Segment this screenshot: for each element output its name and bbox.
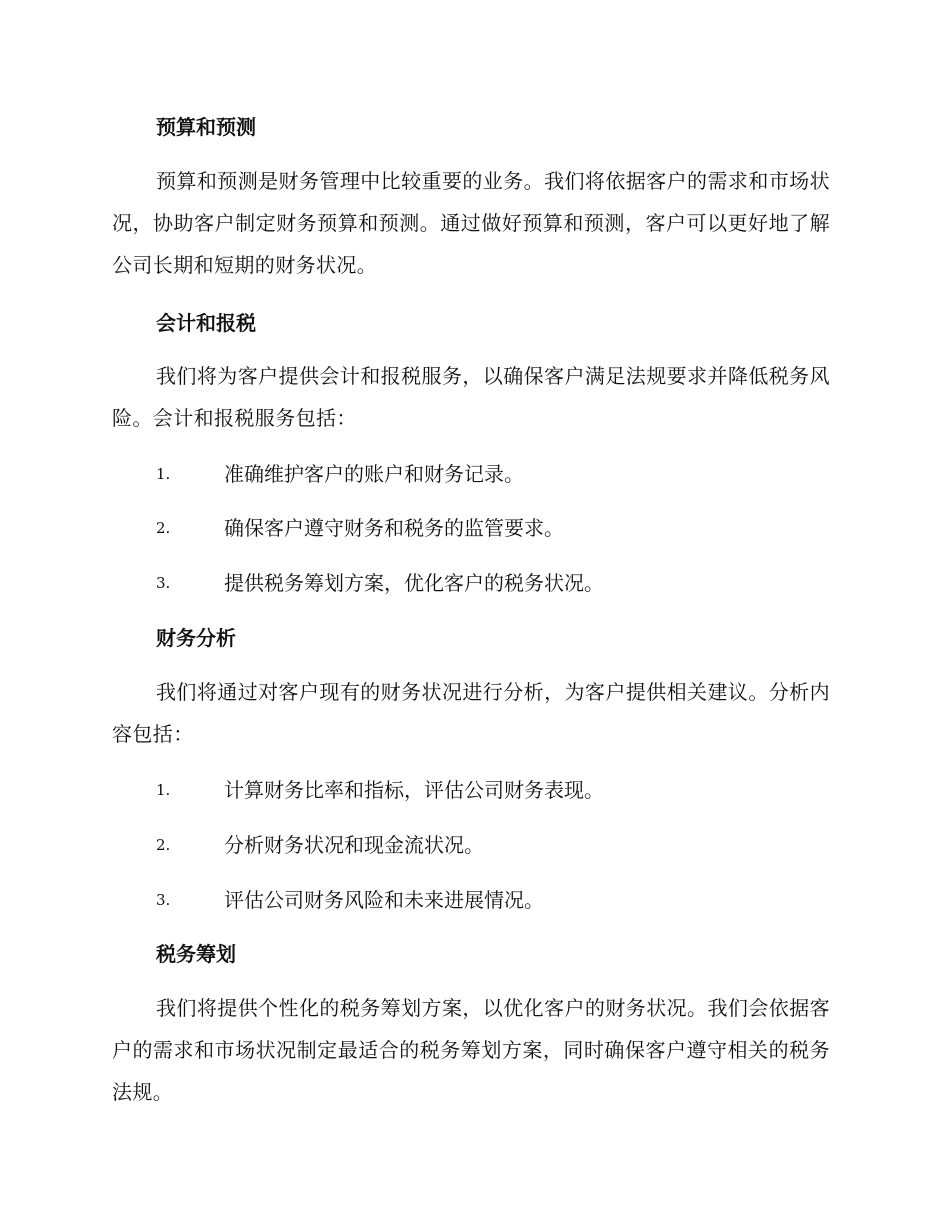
list-item [156, 514, 836, 542]
list-item-number: 1. [156, 781, 171, 799]
list-item-number: 3. [156, 891, 171, 909]
list-item-text: 分析财务状况和现金流状况。 [224, 833, 484, 857]
section-heading-financial-analysis: 财务分析 [156, 626, 236, 650]
list-item-text: 评估公司财务风险和未来进展情况。 [224, 888, 544, 912]
list-item-text: 计算财务比率和指标，评估公司财务表现。 [224, 778, 604, 802]
list-item-number: 3. [156, 574, 171, 592]
section-paragraph-tax-planning: 我们将提供个性化的税务筹划方案，以优化客户的财务状况。我们会依据客户的需求和市场状况制定最适合的税务筹划方案，同时确保客户遵守相关的税务法规。 [112, 996, 830, 1104]
list-item-number: 1. [156, 465, 171, 483]
section-paragraph-accounting-tax: 我们将为客户提供会计和报税服务，以确保客户满足法规要求并降低税务风险。会计和报税服务包括： [112, 364, 830, 430]
list-item-text: 准确维护客户的账户和财务记录。 [224, 462, 524, 486]
list-item [156, 569, 836, 597]
section-heading-accounting-tax: 会计和报税 [156, 311, 256, 335]
list-item-number: 2. [156, 519, 171, 537]
list-item [156, 460, 836, 488]
list-item-text: 提供税务筹划方案，优化客户的税务状况。 [224, 571, 604, 595]
list-item [156, 776, 836, 804]
section-heading-tax-planning: 税务筹划 [156, 942, 236, 966]
list-item [156, 831, 836, 859]
list-item-text: 确保客户遵守财务和税务的监管要求。 [224, 516, 564, 540]
section-heading-budget-forecast: 预算和预测 [156, 115, 256, 139]
section-paragraph-financial-analysis: 我们将通过对客户现有的财务状况进行分析，为客户提供相关建议。分析内容包括： [112, 680, 830, 746]
list-item-number: 2. [156, 836, 171, 854]
list-item [156, 886, 836, 914]
section-paragraph-budget-forecast: 预算和预测是财务管理中比较重要的业务。我们将依据客户的需求和市场状况，协助客户制定财务预算和预测。通过做好预算和预测，客户可以更好地了解公司长期和短期的财务状况。 [112, 169, 830, 277]
